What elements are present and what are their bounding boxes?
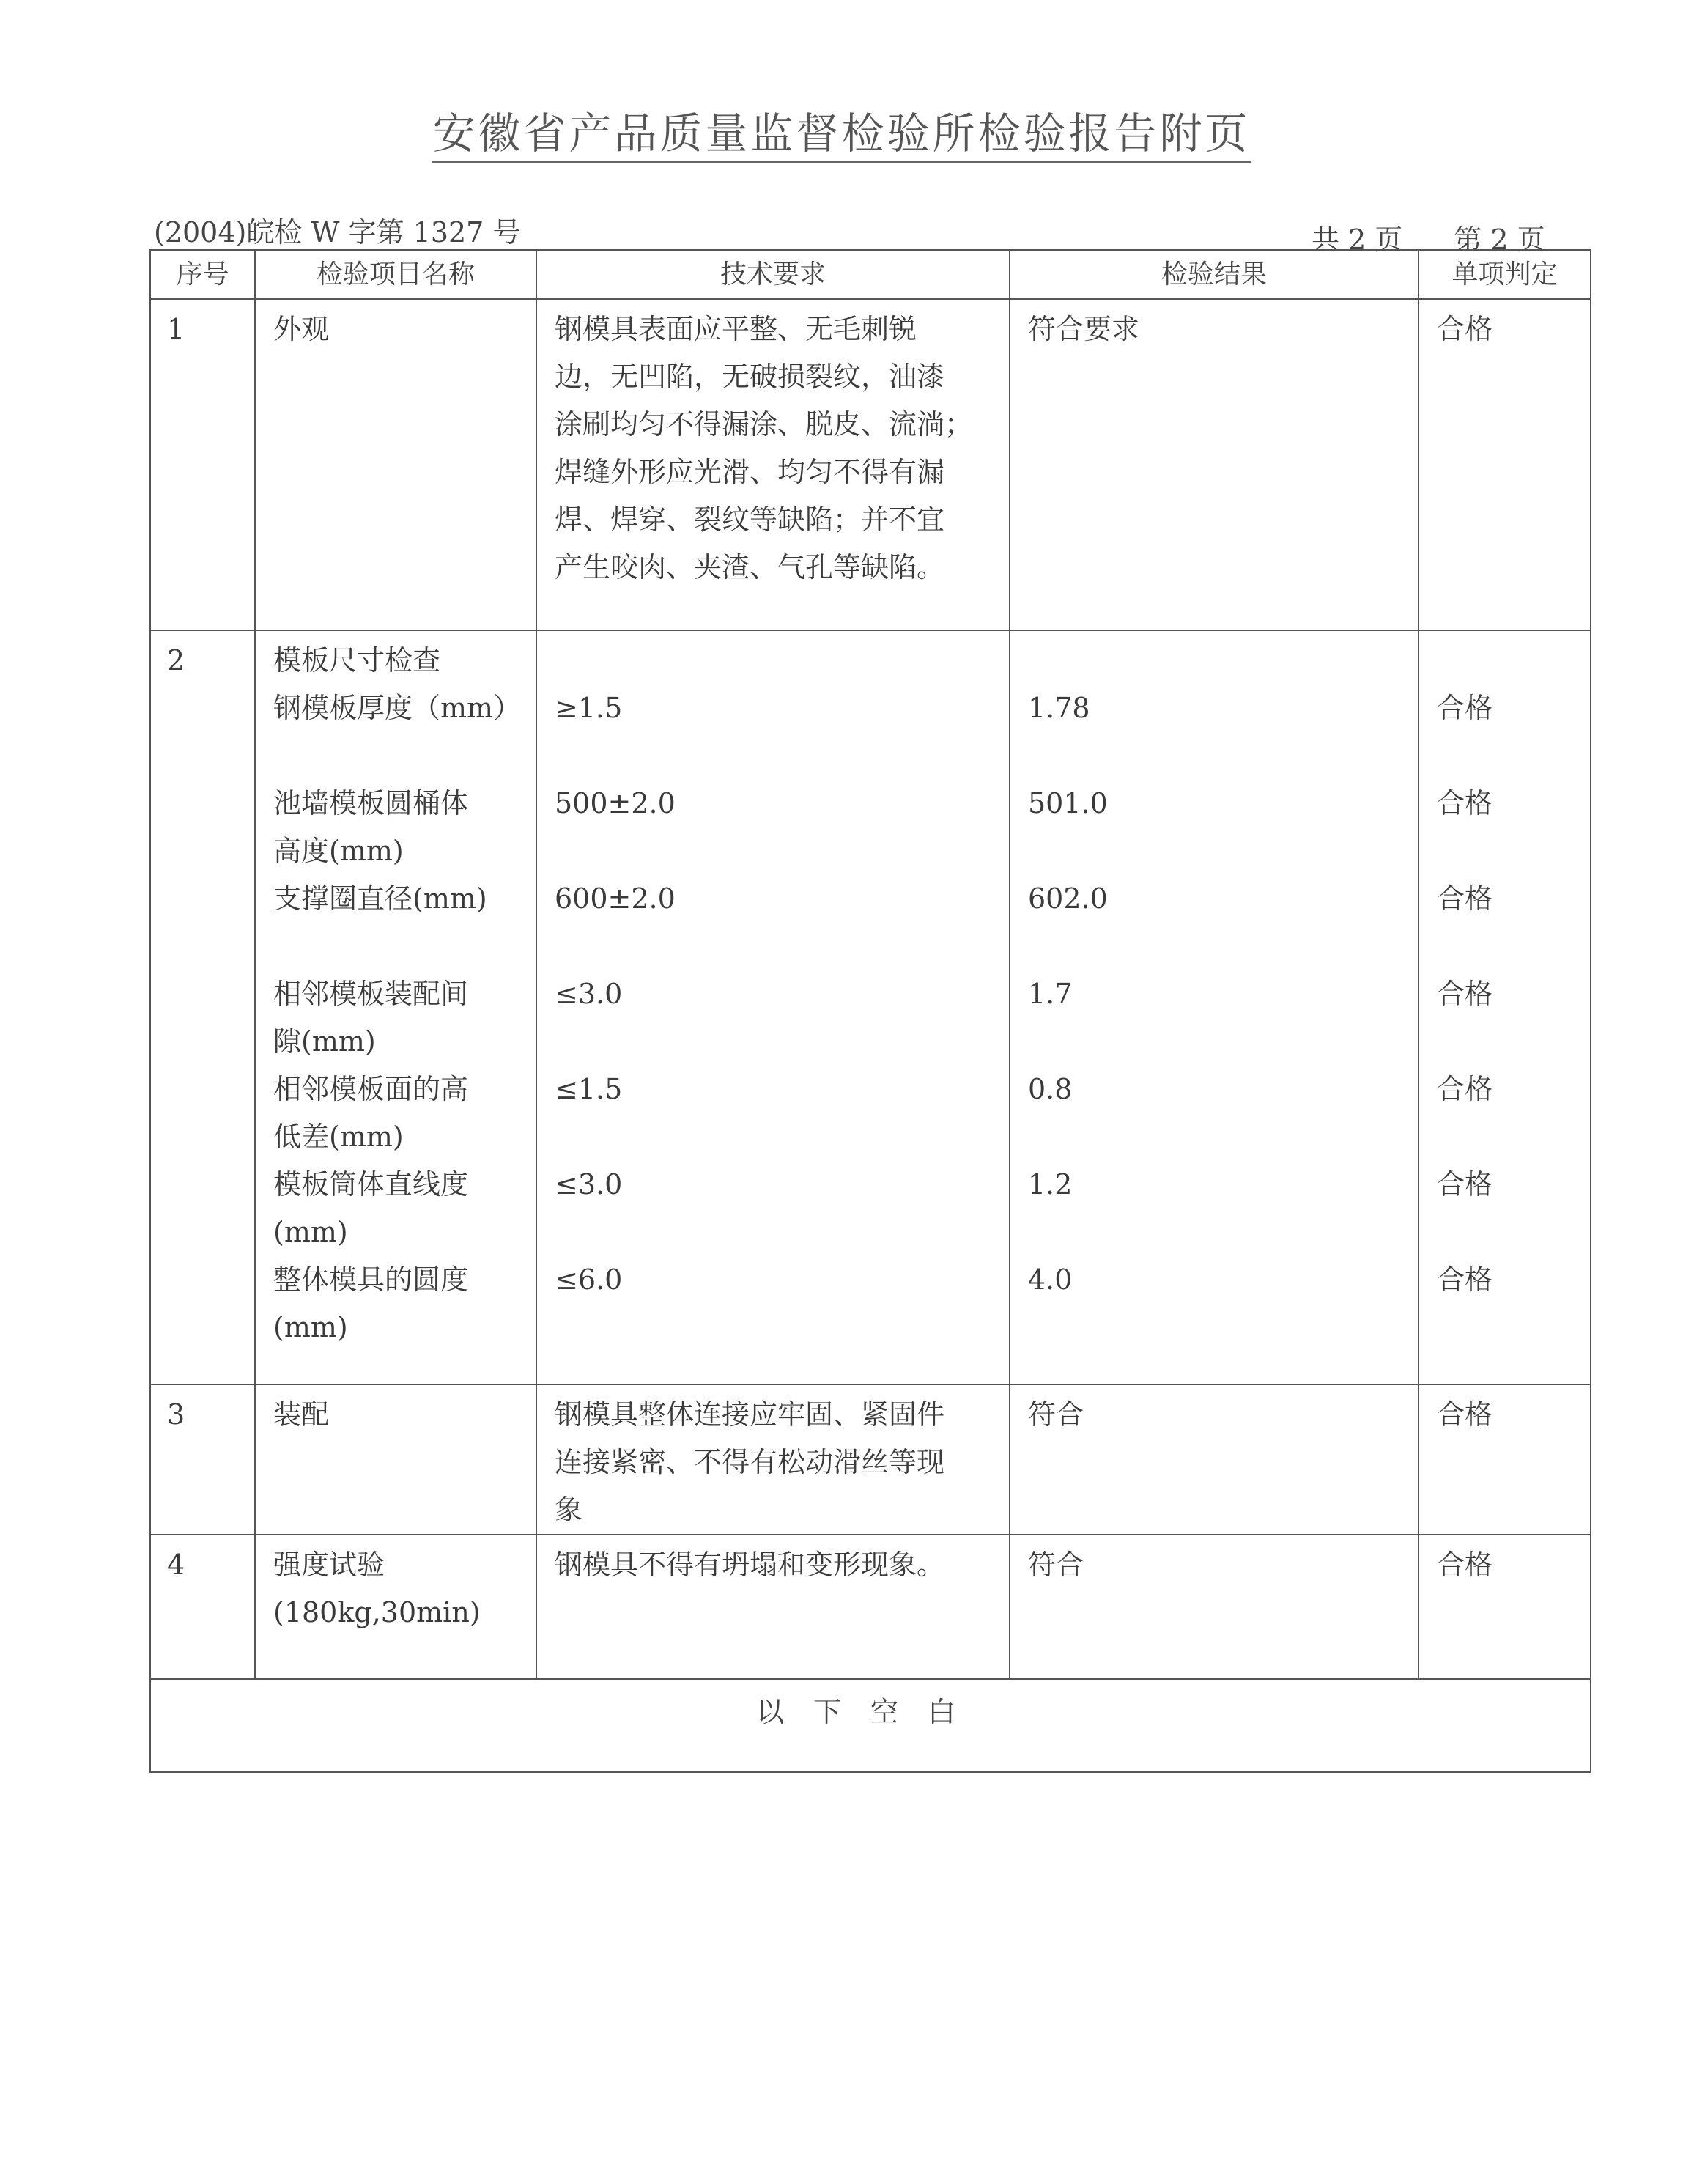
requirement-value: ≤6.0 [555, 1263, 623, 1296]
table-header-row [150, 250, 1591, 299]
result-value: 0.8 [1028, 1073, 1073, 1105]
requirement-line: 焊、焊穿、裂纹等缺陷；并不宜 [555, 503, 945, 536]
requirement-line: 焊缝外形应光滑、均匀不得有漏 [555, 456, 945, 488]
item-name: 相邻模板面的高 [273, 1073, 469, 1105]
result-value: 符合 [1028, 1398, 1084, 1431]
row-number: 3 [167, 1398, 185, 1431]
col-header-requirement: 技术要求 [536, 250, 1010, 299]
judgement-value: 合格 [1437, 882, 1493, 915]
requirement-value: 500±2.0 [555, 787, 676, 819]
result-value: 符合要求 [1028, 313, 1140, 345]
table-row [150, 630, 1591, 1384]
col-header-judgement: 单项判定 [1418, 250, 1591, 299]
result-cell [1010, 1384, 1418, 1535]
judgement-cell [1418, 1535, 1591, 1679]
blank-notice: 以下空白 [755, 1696, 985, 1728]
requirement-value: ≥1.5 [555, 692, 623, 724]
row-number-cell [150, 630, 255, 1384]
result-value: 602.0 [1028, 882, 1108, 915]
page-title-text: 安徽省产品质量监督检验所检验报告附页 [432, 108, 1250, 163]
item-cell [255, 630, 536, 1384]
result-value: 1.78 [1028, 692, 1090, 724]
requirement-line: 产生咬肉、夹渣、气孔等缺陷。 [555, 551, 945, 583]
item-heading: 模板尺寸检查 [273, 644, 441, 676]
result-cell [1010, 299, 1418, 630]
requirement-value: 600±2.0 [555, 882, 676, 915]
item-name: 模板筒体直线度 [273, 1168, 469, 1200]
item-name: 强度试验 [273, 1549, 385, 1581]
item-name: 低差(mm) [273, 1121, 404, 1153]
result-value: 4.0 [1028, 1263, 1073, 1296]
table-row [150, 1384, 1591, 1535]
judgement-value: 合格 [1437, 978, 1493, 1010]
requirement-line: 象 [555, 1494, 583, 1526]
judgement-value: 合格 [1437, 692, 1493, 724]
col-header-no: 序号 [150, 250, 255, 299]
item-name: 高度(mm) [273, 835, 404, 867]
table-row [150, 299, 1591, 630]
requirement-cell [536, 630, 1010, 1384]
item-name: 相邻模板装配间 [273, 978, 469, 1010]
result-cell [1010, 1535, 1418, 1679]
requirement-cell [536, 1535, 1010, 1679]
item-cell [255, 1384, 536, 1535]
result-value: 501.0 [1028, 787, 1108, 819]
page-title [0, 99, 1683, 161]
row-number-cell [150, 1535, 255, 1679]
page-current: 第 2 页 [1454, 224, 1545, 256]
requirement-cell [536, 299, 1010, 630]
item-name: (mm) [273, 1216, 348, 1248]
item-name: 外观 [273, 313, 330, 345]
requirement-line: 边，无凹陷，无破损裂纹，油漆 [555, 361, 945, 393]
item-name: 整体模具的圆度 [273, 1263, 469, 1296]
requirement-line: 钢模具不得有坍塌和变形现象。 [555, 1549, 945, 1581]
col-header-result: 检验结果 [1010, 250, 1418, 299]
judgement-value: 合格 [1437, 1168, 1493, 1200]
item-cell [255, 299, 536, 630]
row-number-cell [150, 1384, 255, 1535]
result-value: 1.2 [1028, 1168, 1073, 1200]
item-cell [255, 1535, 536, 1679]
row-number: 1 [167, 313, 185, 345]
row-number: 4 [167, 1549, 185, 1581]
result-cell [1010, 630, 1418, 1384]
item-name: 钢模板厚度（mm） [273, 692, 522, 724]
judgement-value: 合格 [1437, 787, 1493, 819]
item-name: 池墙模板圆桶体 [273, 787, 469, 819]
item-name: (180kg,30min) [273, 1596, 481, 1628]
requirement-value: ≤3.0 [555, 978, 623, 1010]
blank-notice-cell [150, 1679, 1591, 1772]
result-value: 符合 [1028, 1549, 1084, 1581]
judgement-value: 合格 [1437, 1549, 1493, 1581]
requirement-value: ≤1.5 [555, 1073, 623, 1105]
judgement-cell [1418, 299, 1591, 630]
report-number: (2004)皖检 W 字第 1327 号 [154, 216, 521, 248]
item-name: (mm) [273, 1311, 348, 1343]
item-name: 隙(mm) [273, 1025, 376, 1058]
page-total: 共 2 页 [1312, 224, 1403, 256]
row-number: 2 [167, 644, 185, 676]
judgement-value: 合格 [1437, 313, 1493, 345]
requirement-line: 钢模具表面应平整、无毛刺锐 [555, 313, 917, 345]
judgement-cell [1418, 1384, 1591, 1535]
result-value: 1.7 [1028, 978, 1073, 1010]
judgement-value: 合格 [1437, 1263, 1493, 1296]
requirement-value: ≤3.0 [555, 1168, 623, 1200]
judgement-cell [1418, 630, 1591, 1384]
judgement-value: 合格 [1437, 1398, 1493, 1431]
requirement-line: 钢模具整体连接应牢固、紧固件 [555, 1398, 945, 1431]
requirement-cell [536, 1384, 1010, 1535]
table-row [150, 1535, 1591, 1679]
item-name: 支撑圈直径(mm) [273, 882, 487, 915]
judgement-value: 合格 [1437, 1073, 1493, 1105]
table-footer-row [150, 1679, 1591, 1772]
row-number-cell [150, 299, 255, 630]
col-header-item: 检验项目名称 [255, 250, 536, 299]
inspection-table [149, 249, 1591, 1773]
requirement-line: 连接紧密、不得有松动滑丝等现 [555, 1446, 945, 1478]
item-name: 装配 [273, 1398, 330, 1431]
requirement-line: 涂刷均匀不得漏涂、脱皮、流淌； [555, 408, 973, 440]
